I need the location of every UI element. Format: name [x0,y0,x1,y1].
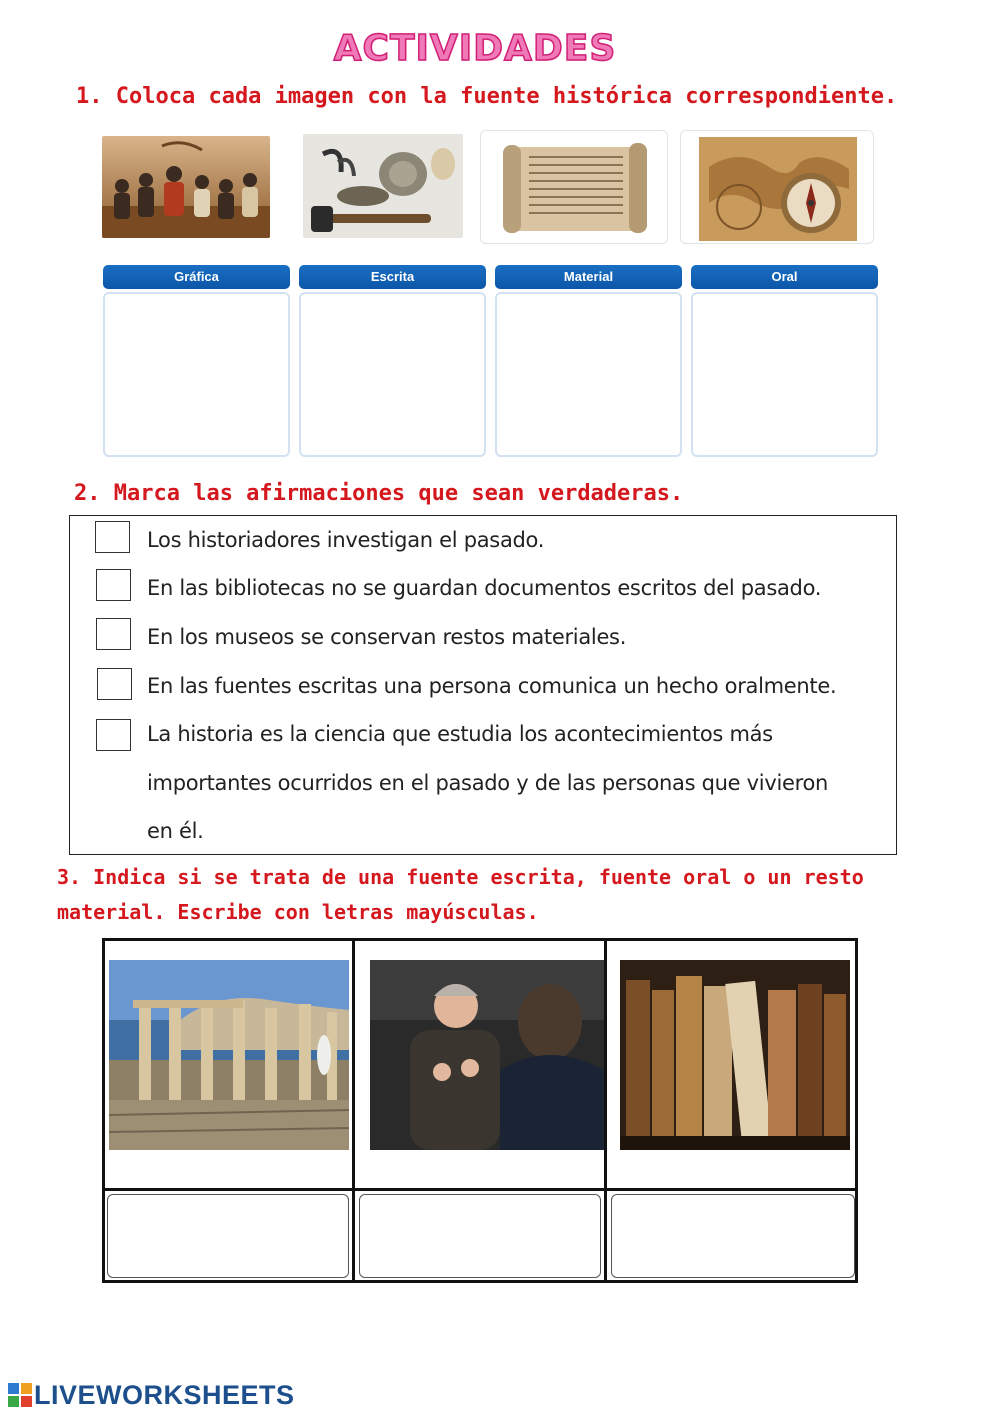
section3-heading-line2: material. Escribe con letras mayúsculas. [57,900,539,924]
statement-2: En las bibliotecas no se guardan documentos escritos del pasado. [147,576,822,600]
category-escrita: Escrita [299,265,486,289]
statement-5-line2: importantes ocurridos en el pasado y de las personas que vivieron [147,771,829,795]
table-divider [604,938,607,1283]
checkbox-5[interactable] [96,719,131,751]
ruins-columns-icon [109,960,349,1154]
checkbox-1[interactable] [95,521,130,553]
drop-zone-oral[interactable] [691,292,878,457]
people-talking-icon [370,960,604,1154]
map-frame [680,130,874,244]
section3-heading-line1: 3. Indica si se trata de una fuente escrita, fuente oral o un resto [57,865,864,889]
brand-name: LIVEWORKSHEETS [34,1380,295,1410]
answer-input-2[interactable] [359,1194,601,1278]
statement-3: En los museos se conservan restos materiales. [147,625,627,649]
category-material: Material [495,265,682,289]
section2-heading: 2. Marca las afirmaciones que sean verdaderas. [74,481,684,506]
answer-input-1[interactable] [107,1194,349,1278]
table-divider [102,1188,858,1191]
drop-zone-material[interactable] [495,292,682,457]
answer-input-3[interactable] [611,1194,855,1278]
statement-1: Los historiadores investigan el pasado. [147,528,545,552]
checkbox-2[interactable] [96,569,131,601]
scroll-frame [480,130,668,244]
statement-5: La historia es la ciencia que estudia los acontecimientos más [147,722,773,746]
table-divider [352,938,355,1283]
old-books-icon [620,960,850,1154]
category-grafica: Gráfica [103,265,290,289]
drop-zone-escrita[interactable] [299,292,486,457]
stone-tools-icon[interactable] [303,134,463,238]
section1-heading: 1. Coloca cada imagen con la fuente histórica correspondiente. [76,84,898,109]
ancient-scroll-icon[interactable] [499,141,649,239]
checkbox-3[interactable] [96,618,131,650]
drop-zone-grafica[interactable] [103,292,290,457]
checkbox-4[interactable] [97,668,132,700]
statement-5-line3: en él. [147,819,204,843]
category-oral: Oral [691,265,878,289]
page-title: ACTIVIDADES [333,28,617,69]
old-map-compass-icon[interactable] [699,137,857,245]
liveworksheets-logo-icon [8,1383,32,1411]
statement-4: En las fuentes escritas una persona comunica un hecho oralmente. [147,674,837,698]
painting-people-icon[interactable] [102,136,270,238]
